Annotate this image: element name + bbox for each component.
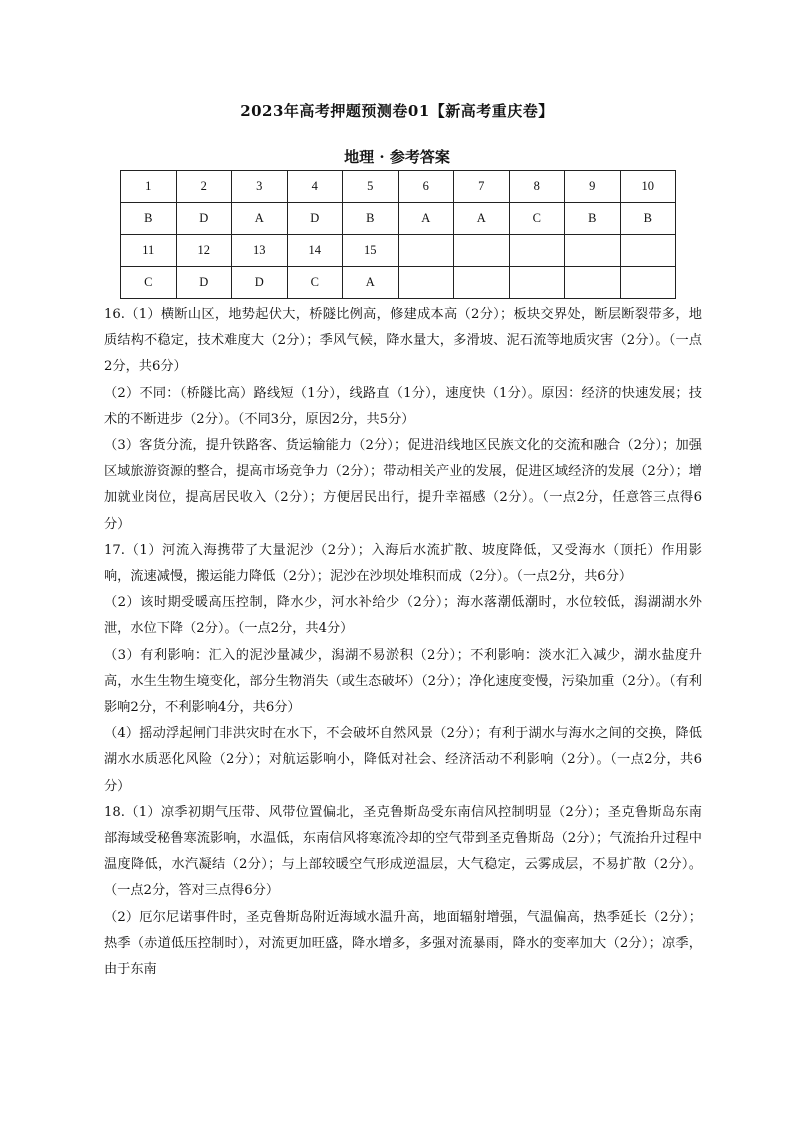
answer-table-cell [398, 235, 454, 267]
answer-table-cell [509, 235, 565, 267]
answer-table-cell: 14 [287, 235, 343, 267]
answer-table-cell: A [343, 267, 399, 299]
answer-table-cell: 7 [454, 171, 510, 203]
answer-table-cell [509, 267, 565, 299]
answer-table-cell: C [121, 267, 177, 299]
answer-table-cell [454, 267, 510, 299]
paragraph-17-2: （2）该时期受暖高压控制，降水少，河水补给少（2分）；海水落潮低潮时，水位较低，潟湖湖水外泄，水位下降（2分）。（一点2分，共4分） [104, 595, 702, 637]
answer-table-cell [398, 267, 454, 299]
paragraph-17-4: （4）摇动浮起闸门非洪灾时在水下，不会破坏自然风景（2分）；有利于湖水与海水之间的交换，降低湖水水质恶化风险（2分）；对航运影响小，降低对社会、经济活动不利影响（2分）。（一点2分，共6分） [104, 726, 702, 794]
answer-table-cell: 10 [620, 171, 676, 203]
answer-table-cell: A [454, 203, 510, 235]
answer-table-cell: 3 [232, 171, 288, 203]
answer-table-cell: D [232, 267, 288, 299]
paragraph-18-2: （2）厄尔尼诺事件时，圣克鲁斯岛附近海域水温升高，地面辐射增强，气温偏高，热季延长（2分）；热季（赤道低压控制时），对流更加旺盛，降水增多，多强对流暴雨，降水的变率加大（2分）；凉季，由于东南 [104, 909, 702, 978]
answer-table-cell: 11 [121, 235, 177, 267]
answer-table-cell: A [398, 203, 454, 235]
paragraph-16-3: （3）客货分流，提升铁路客、货运输能力（2分）；促进沿线地区民族文化的交流和融合（2分）；加强区域旅游资源的整合，提高市场竞争力（2分）；带动相关产业的发展，促进区域经济的发展（2分）；增加就业岗位，提高居民收入（2分）；方便居民出行，提升幸福感（2分）。（一点2分，任意答三点得6分） [104, 438, 702, 532]
answer-explanations [104, 302, 702, 983]
answer-table-cell: D [176, 203, 232, 235]
answer-table-cell [565, 235, 621, 267]
answer-table [120, 170, 676, 299]
answer-table-cell: 2 [176, 171, 232, 203]
answer-table-cell: D [287, 203, 343, 235]
answer-table-cell [620, 235, 676, 267]
page-title: 2023年高考押题预测卷01【新高考重庆卷】 [240, 102, 554, 120]
answer-table-row [121, 235, 676, 267]
answer-table-cell: A [232, 203, 288, 235]
answer-table-cell: B [565, 203, 621, 235]
answer-table-cell: B [620, 203, 676, 235]
answer-table-cell: 8 [509, 171, 565, 203]
paragraph-17-1: 17.（1）河流入海携带了大量泥沙（2分）；入海后水流扩散、坡度降低，又受海水（顶托）作用影响，流速减慢，搬运能力降低（2分）；泥沙在沙坝处堆积而成（2分）。（一点2分，共6分） [104, 542, 702, 585]
answer-table-cell: C [509, 203, 565, 235]
page-subtitle: 地理 · 参考答案 [344, 148, 450, 166]
paragraph-17-3: （3）有利影响：汇入的泥沙量减少，潟湖不易淤积（2分）；不利影响：淡水汇入减少，湖水盐度升高，水生生物生境变化，部分生物消失（或生态破坏）（2分）；净化速度变慢，污染加重（2分）。（有利影响2分，不利影响4分，共6分） [104, 647, 702, 716]
answer-table-cell [620, 267, 676, 299]
answer-table-cell [565, 267, 621, 299]
answer-table-cell: 4 [287, 171, 343, 203]
answer-table-cell: 15 [343, 235, 399, 267]
answer-table-cell: 13 [232, 235, 288, 267]
answer-table-cell: 9 [565, 171, 621, 203]
answer-table-cell: B [343, 203, 399, 235]
answer-table-cell [454, 235, 510, 267]
answer-table-cell: 12 [176, 235, 232, 267]
paragraph-16-1: 16.（1）横断山区，地势起伏大，桥隧比例高，修建成本高（2分）；板块交界处，断层断裂带多，地质结构不稳定，技术难度大（2分）；季风气候，降水量大，多滑坡、泥石流等地质灾害（2分）。（一点2分，共6分） [104, 307, 702, 375]
answer-table-row [121, 171, 676, 203]
answer-table-cell: D [176, 267, 232, 299]
paragraph-18-1: 18.（1）凉季初期气压带、风带位置偏北，圣克鲁斯岛受东南信风控制明显（2分）；圣克鲁斯岛东南部海域受秘鲁寒流影响，水温低，东南信风将寒流冷却的空气带到圣克鲁斯岛（2分）；气流抬升过程中温度降低，水汽凝结（2分）；与上部较暖空气形成逆温层，大气稳定，云雾成层，不易扩散（2分）。（一点2分，答对三点得6分） [104, 804, 702, 899]
answer-table-cell: B [121, 203, 177, 235]
answer-table-cell: 1 [121, 171, 177, 203]
answer-table-cell: 5 [343, 171, 399, 203]
answer-table-row [121, 267, 676, 299]
answer-table-cell: 6 [398, 171, 454, 203]
answer-table-row [121, 203, 676, 235]
paragraph-16-2: （2）不同：（桥隧比高）路线短（1分），线路直（1分），速度快（1分）。原因：经济的快速发展；技术的不断进步（2分）。（不同3分，原因2分，共5分） [104, 385, 702, 427]
answer-table-cell: C [287, 267, 343, 299]
